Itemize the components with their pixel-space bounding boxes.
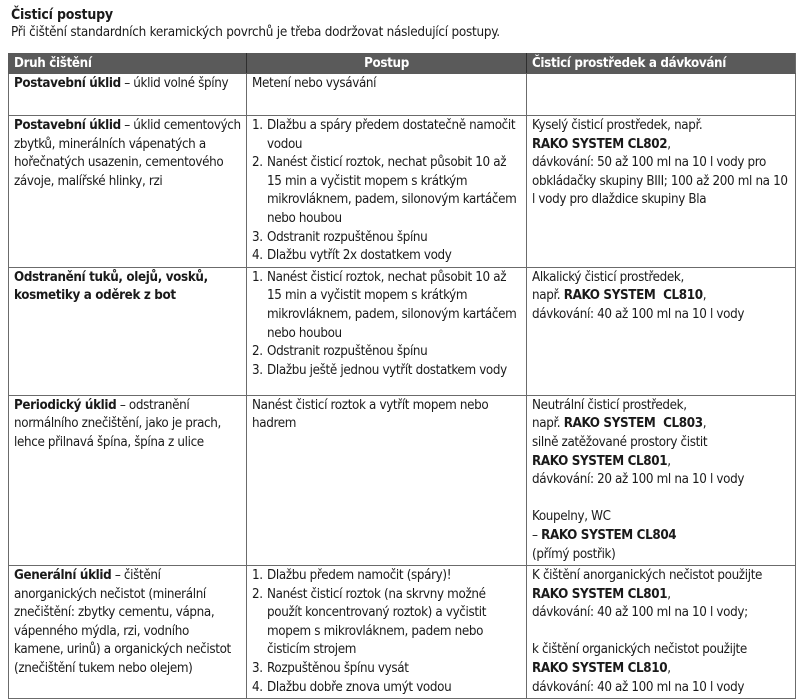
cleaning-type-desc: – úklid cementových zbytků, minerálních vápenatých a hořečnatých usazenin, cementového závoje, malířské hlinky, rzi [14, 118, 241, 189]
cleaning-type-cell [9, 116, 247, 268]
cleaning-type-desc: – čištění anorganických nečistot (minerální znečištění: zbytky cementu, vápna, vápenného mýdla, rzi, vodního kamene, urinů) a organických nečistot (znečištění tukem nebo olejem) [14, 568, 231, 677]
table-row [9, 74, 796, 116]
product-name: RAKO SYSTEM CL810 [532, 661, 668, 677]
cleaning-type-name: Odstranění tuků, olejů, vosků, kosmetiky a oděrek z bot [14, 269, 208, 304]
table-row [9, 395, 796, 565]
dosage-text: dávkování: 40 až 100 ml na 10 l vody [532, 679, 745, 695]
cleaning-type-cell [9, 566, 247, 699]
section-title: Čisticí postupy [11, 7, 113, 23]
product-name: RAKO SYSTEM CL804 [541, 527, 677, 543]
cleaning-type-desc: – úklid volné špíny [120, 76, 229, 91]
agent-cell: K čištění anorganických nečistot použijte RAKO SYSTEM CL801, dávkování: 40 až 100 ml na 10 l vody; k čištění organických nečistot použijte RAKO SYSTEM CL810, dávkování: 40 až 100 ml na 10 l vody [527, 566, 796, 699]
agent-cell: Kyselý čisticí prostředek, např. RAKO SYSTEM CL802, dávkování: 50 až 100 ml na 10 l vody pro obkládačky skupiny BIII; 100 až 200 ml na 10 l vody pro dlaždice skupiny Bla [527, 116, 796, 268]
procedure-text: Metení nebo vysávání [252, 76, 377, 91]
product-name: RAKO SYSTEM CL801 [532, 453, 668, 469]
procedure-cell [247, 566, 527, 699]
product-name: RAKO SYSTEM CL802 [532, 136, 668, 152]
agent-cell [527, 74, 796, 116]
agent-type: Kyselý čisticí prostředek, např. [532, 118, 703, 133]
agent-cell: Alkalický čisticí prostředek, např. RAKO SYSTEM CL810, dávkování: 40 až 100 ml na 10 l vody [527, 267, 796, 395]
procedure-step: 3. Odstranit rozpuštěnou špínu [252, 229, 428, 245]
procedure-step: 1. Nanést čisticí roztok, nechat působit 10 až 15 min a vyčistit mopem s krátkým mikrovláknem, padem, silonovým kartáčem nebo houbou [252, 269, 517, 341]
cleaning-type-name: Postavební úklid [14, 118, 121, 133]
cleaning-type-cell [9, 395, 247, 565]
cleaning-type-name: Periodický úklid [14, 397, 117, 413]
header-procedure: Postup [247, 54, 527, 74]
procedure-step: 2. Nanést čisticí roztok, nechat působit 10 až 15 min a vyčistit mopem s krátkým mikrovláknem, padem, silonovým kartáčem nebo houbou [252, 155, 517, 226]
procedure-step: 2. Odstranit rozpuštěnou špínu [252, 344, 428, 360]
procedure-steps [252, 117, 521, 266]
procedure-step: 1. Dlažbu a spáry předem dostatečně namočit vodou [252, 118, 516, 152]
cleaning-type-desc: – odstranění normálního znečištění, jako je prach, lehce přilnavá špína, špína z ulice [14, 397, 221, 450]
procedure-step: 3. Dlažbu ještě jednou vytřít dostatkem vody [252, 362, 507, 378]
header-agent-dosage: Čisticí prostředek a dávkování [527, 54, 796, 74]
product-name: RAKO SYSTEM CL803 [563, 416, 703, 432]
dosage-text: dávkování: 40 až 100 ml na 10 l vody [532, 306, 745, 322]
procedure-step: 4. Dlažbu vytřít 2x dostatkem vody [252, 248, 452, 264]
cleaning-type-name: Postavební úklid [14, 76, 121, 91]
product-name: RAKO SYSTEM CL801 [532, 586, 668, 602]
area-text: Koupelny, WC [532, 509, 611, 525]
table-row [9, 566, 796, 699]
procedure-cell [247, 267, 527, 395]
table-row [9, 116, 796, 268]
table-header-row [9, 54, 796, 74]
header-cleaning-type: Druh čištění [9, 54, 247, 74]
procedure-steps [252, 567, 521, 697]
procedure-cell [247, 116, 527, 268]
agent-cell: Neutrální čisticí prostředek, např. RAKO SYSTEM CL803, silně zatěžované prostory čistit RAKO SYSTEM CL801, dávkování: 20 až 100 ml na 10 l vody Koupelny, WC – RAKO SYSTEM CL804 (přímý postřik) [527, 395, 796, 565]
cleaning-type-name: Generální úklid [14, 568, 112, 584]
section-intro: Při čištění standardních keramických povrchů je třeba dodržovat následující postupy. [11, 25, 500, 40]
cleaning-type-cell [9, 267, 247, 395]
product-name: RAKO SYSTEM CL810 [563, 288, 703, 304]
agent-type: Alkalický čisticí prostředek, [532, 269, 684, 285]
procedure-text: Nanést čisticí roztok a vytřít mopem nebo hadrem [252, 397, 489, 432]
procedure-steps [252, 269, 521, 381]
procedure-step: 1. Dlažbu předem namočit (spáry)! [252, 568, 452, 584]
procedure-cell [247, 74, 527, 116]
procedure-step: 2. Nanést čisticí roztok (na skrvny možné použít koncentrovaný roztok) a vyčistit mopem s mikrovláknem, padem nebo čisticím strojem [252, 586, 487, 658]
cleaning-type-cell [9, 74, 247, 116]
note-text: k čištění organických nečistot použijte [532, 642, 747, 658]
table-row [9, 267, 796, 395]
agent-type: Neutrální čisticí prostředek, [532, 397, 687, 413]
procedure-step: 3. Rozpuštěnou špínu vysát [252, 661, 409, 677]
procedure-cell [247, 395, 527, 565]
dosage-text: dávkování: 40 až 100 ml na 10 l vody; [532, 605, 748, 621]
procedure-step: 4. Dlažbu dobře znova umýt vodou [252, 679, 452, 695]
application-note: (přímý postřik) [532, 546, 616, 562]
cleaning-procedures-table [8, 53, 796, 699]
note-text: silně zatěžované prostory čistit [532, 434, 708, 450]
dosage-text: dávkování: 20 až 100 ml na 10 l vody [532, 472, 745, 488]
dosage-text: dávkování: 50 až 100 ml na 10 l vody pro obkládačky skupiny BIII; 100 až 200 ml na 10 l vody pro dlaždice skupiny Bla [532, 155, 788, 208]
